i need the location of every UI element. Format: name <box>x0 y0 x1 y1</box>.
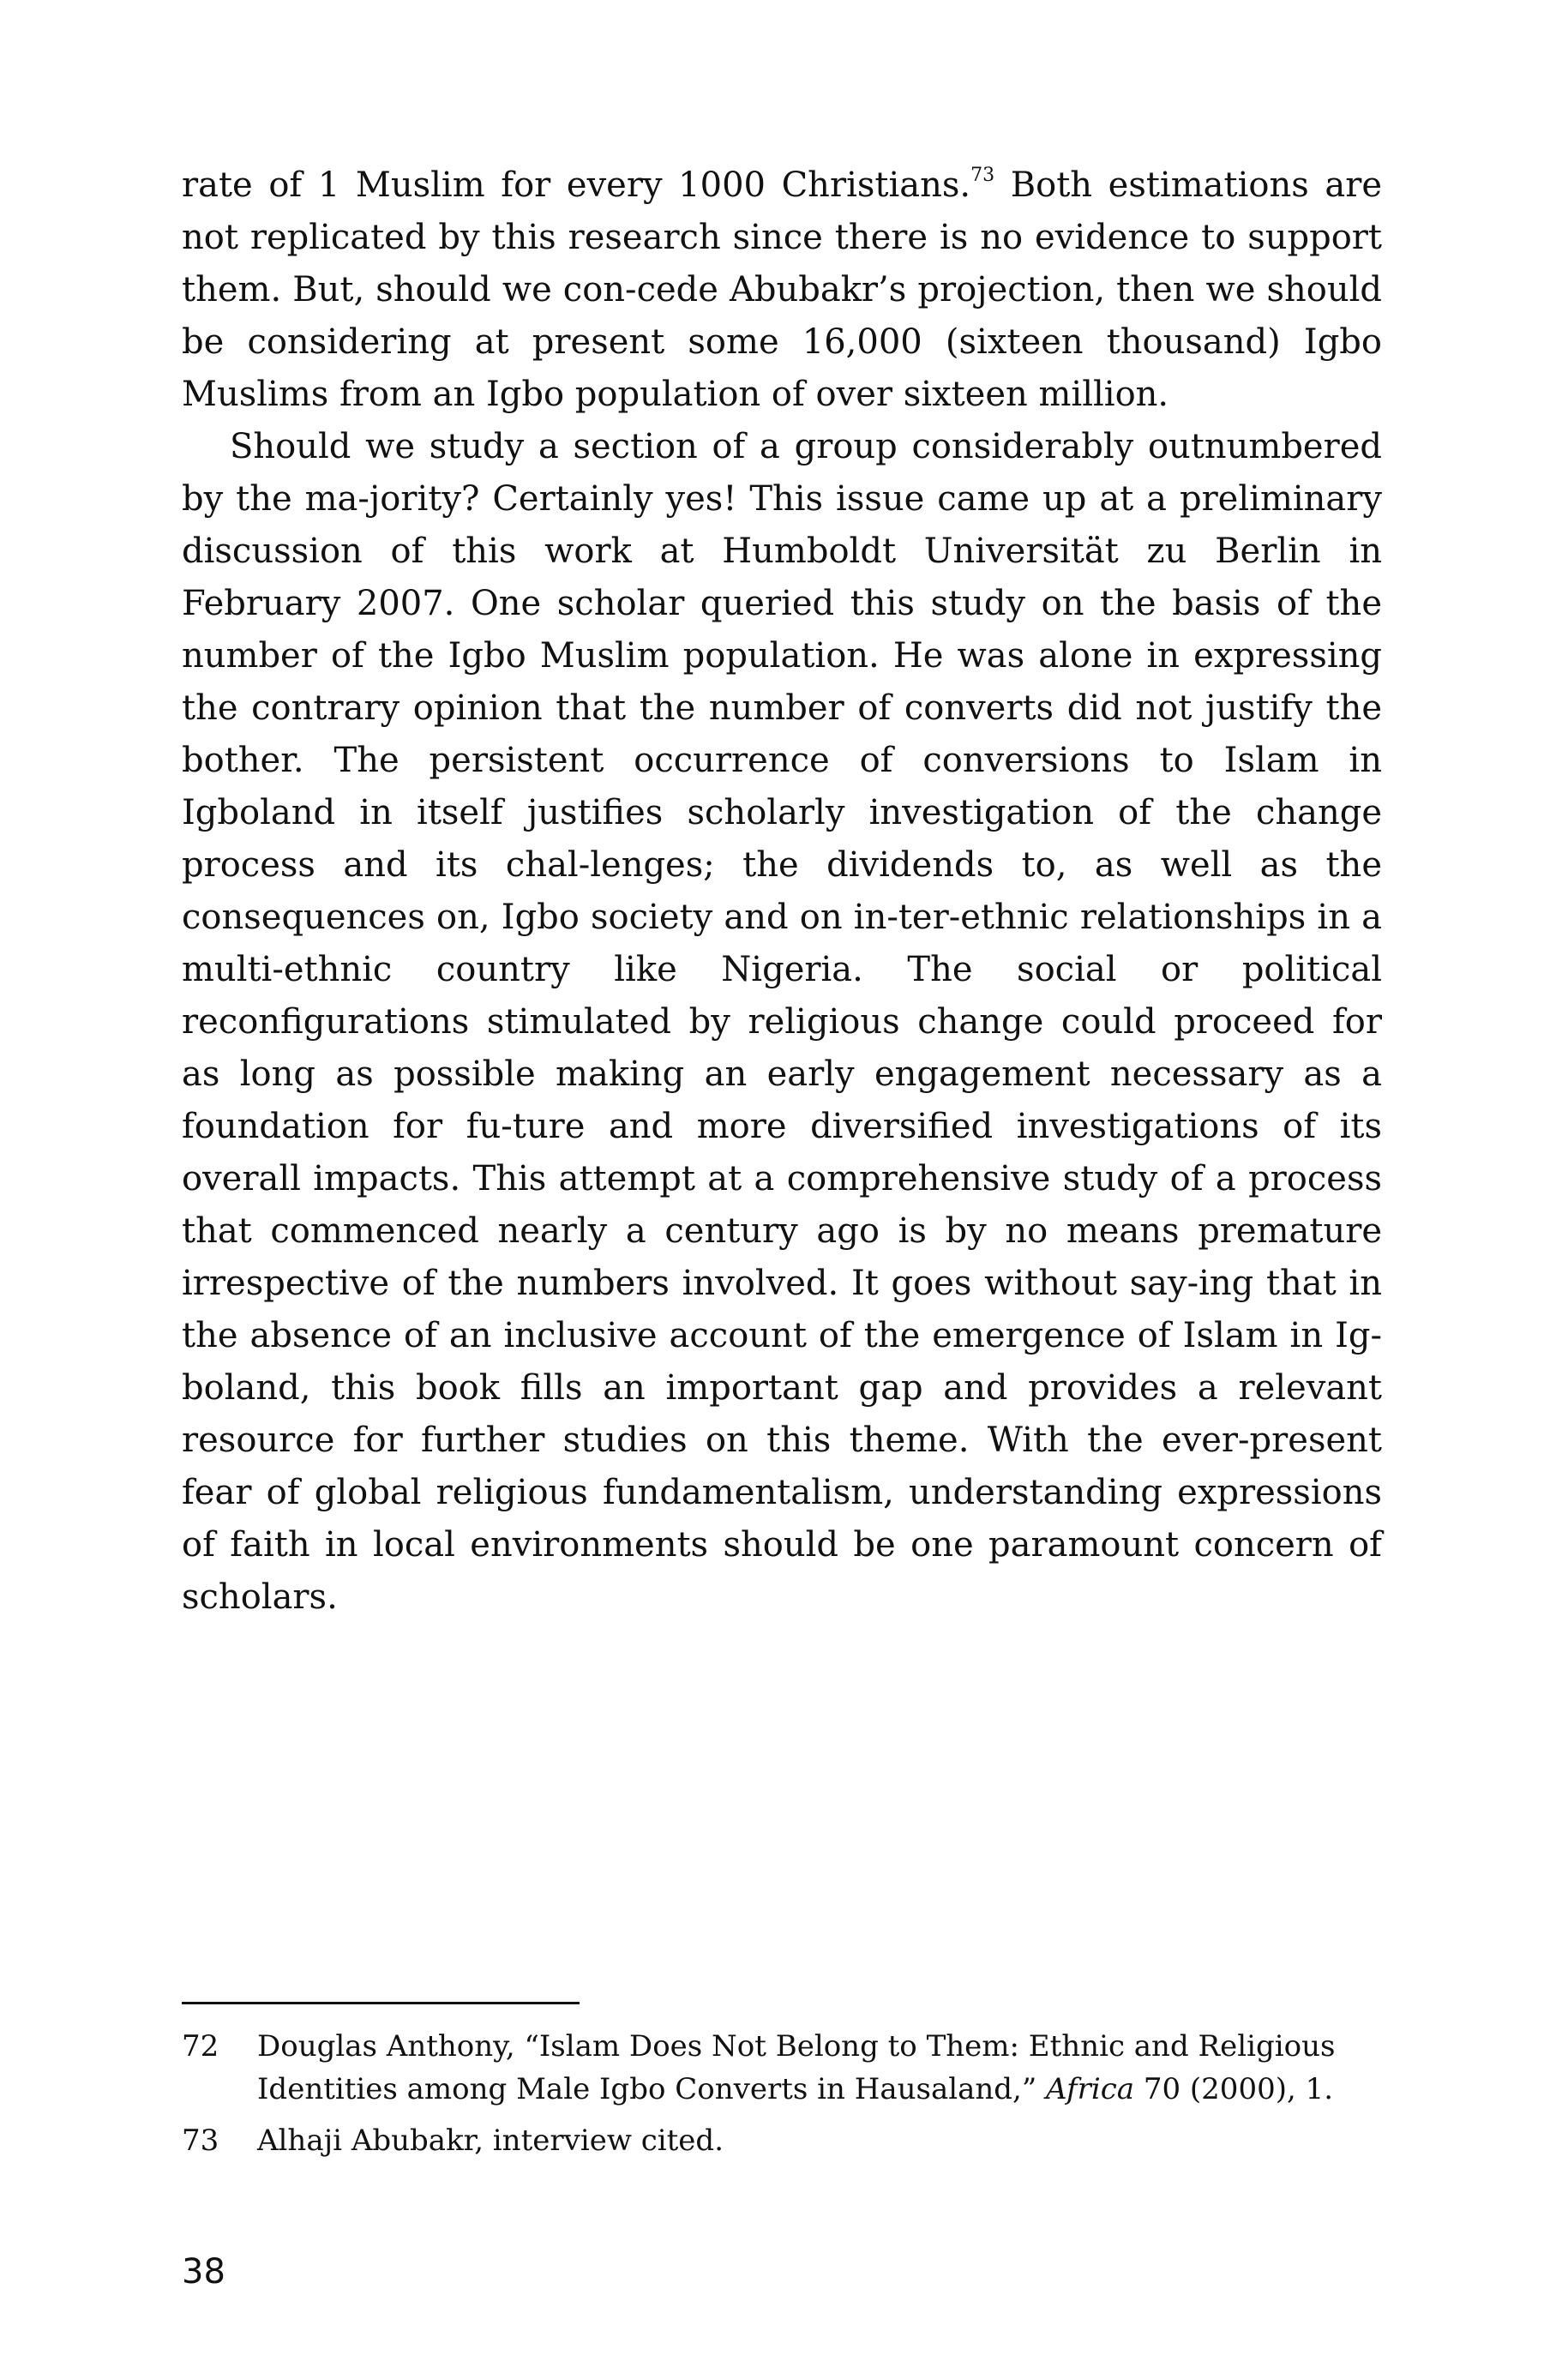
footnote-text: Douglas Anthony, “Islam Does Not Belong to Them: Ethnic and Religious Identities among Male Igbo Converts in Hausaland,” <box>257 2029 1336 2106</box>
footnote-number: 73 <box>182 2124 219 2158</box>
footnote-divider <box>182 2002 580 2004</box>
paragraph-2: Should we study a section of a group considerably outnumbered by the ma-jority? Certainly yes! This issue came up at a preliminary discussion of this work at Humboldt Universität zu Berlin in February 2007. One scholar queried this study on the basis of the number of the Igbo Muslim population. He was alone in expressing the contrary opinion that the number of converts did not justify the bother. The persistent occurrence of conversions to Islam in Igboland in itself justifies scholarly investigation of the change process and its chal-lenges; the dividends to, as well as the consequences on, Igbo society and on in-ter-ethnic relationships in a multi-ethnic country like Nigeria. The social or political reconfigurations stimulated by religious change could proceed for as long as possible making an early engagement necessary as a foundation for fu-ture and more diversified investigations of its overall impacts. This attempt at a comprehensive study of a process that commenced nearly a century ago is by no means premature irrespective of the numbers involved. It goes without say-ing that in the absence of an inclusive account of the emergence of Islam in Ig-boland, this book fills an important gap and provides a relevant resource for further studies on this theme. With the ever-present fear of global religious fundamentalism, understanding expressions of faith in local environments should be one paramount concern of scholars. <box>182 427 1382 1617</box>
footnote-text: Alhaji Abubakr, interview cited. <box>257 2124 724 2158</box>
footnote-73 <box>182 2119 1382 2162</box>
paragraph-1-text-a: rate of 1 Muslim for every 1000 Christians. <box>182 165 971 205</box>
footnote-number: 72 <box>182 2029 219 2064</box>
page-number: 38 <box>182 2252 225 2292</box>
main-text <box>182 159 1382 1624</box>
footnotes <box>182 2025 1382 2171</box>
footnote-citation: 70 (2000), 1. <box>1134 2072 1334 2106</box>
footnote-72 <box>182 2025 1382 2111</box>
paragraph-1-text-b: Both estimations are not replicated by this research since there is no evidence to support them. But, should we con-cede Abubakr’s projection, then we should be considering at present some 16,000 (sixteen thousand) Igbo Muslims from an Igbo population of over sixteen million. <box>182 165 1382 414</box>
footnote-reference-73: 73 <box>970 164 995 186</box>
journal-title: Africa <box>1046 2072 1135 2106</box>
paragraph-1 <box>182 159 1382 421</box>
